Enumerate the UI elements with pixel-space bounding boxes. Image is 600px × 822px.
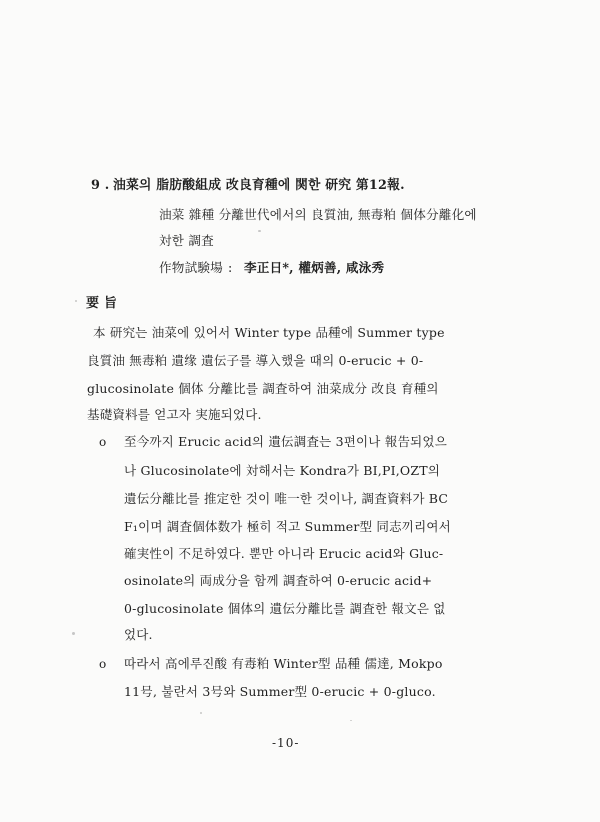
bullet-line: 0-glucosinolate 個体의 遺伝分離比를 調査한 報文은 없	[124, 601, 446, 616]
bullet-marker: o	[99, 657, 107, 671]
scan-speck	[72, 632, 75, 635]
bullet-line: 따라서 高에루진酸 有毒粕 Winter型 品種 儒達, Mokpo	[124, 656, 443, 671]
bullet-line: 確実性이 不足하였다. 뿐만 아니라 Erucic acid와 Gluc-	[124, 546, 444, 561]
author-names: 李正日*, 權炳善, 咸泳秀	[244, 260, 385, 275]
section-heading: 要 旨	[86, 296, 118, 311]
body-line: glucosinolate 個体 分離比를 調査하여 油菜成分 改良 育種의	[87, 381, 439, 396]
bullet-line: F₁이며 調査個体数가 極히 적고 Summer型 同志끼리여서	[124, 519, 451, 534]
subtitle-line: 油菜 雜種 分離世代에서의 良質油, 無毒粕 個体分離化에	[159, 207, 477, 222]
article-number: 9 .	[91, 178, 110, 193]
bullet-line: osinolate의 両成分을 함께 調査하여 0-erucic acid+	[124, 573, 433, 588]
author-affiliation: 作物試験場	[159, 260, 223, 275]
body-line: 良質油 無毒粕 遺缘 遺伝子를 導入했을 때의 0-erucic + 0-	[87, 353, 424, 368]
author-separator: :	[228, 260, 233, 275]
bullet-line: 11号, 불란서 3号와 Summer型 0-erucic + 0-gluco.	[124, 684, 436, 699]
scan-speck	[350, 720, 352, 721]
bullet-line: 었다.	[124, 627, 153, 642]
bullet-line: 遺伝分離比를 推定한 것이 唯一한 것이나, 調査資料가 BC	[124, 491, 449, 506]
bullet-marker: o	[99, 435, 107, 449]
scan-speck	[258, 230, 261, 232]
scan-speck	[75, 300, 77, 302]
article-title: 油菜의 脂肪酸組成 改良育種에 関한 研究 第12報.	[113, 178, 405, 193]
bullet-line: 나 Glucosinolate에 対해서는 Kondra가 BⅠ,PⅠ,OZT의	[124, 463, 441, 478]
scan-speck	[200, 712, 202, 714]
body-line: 本 研究는 油菜에 있어서 Winter type 品種에 Summer type	[93, 325, 445, 340]
bullet-line: 至今까지 Erucic acid의 遺伝調査는 3편이나 報告되었으	[124, 434, 447, 449]
page-number: -10-	[272, 736, 300, 750]
subtitle-line: 対한 調査	[159, 233, 214, 248]
body-line: 基礎資料를 얻고자 実施되었다.	[87, 407, 262, 422]
